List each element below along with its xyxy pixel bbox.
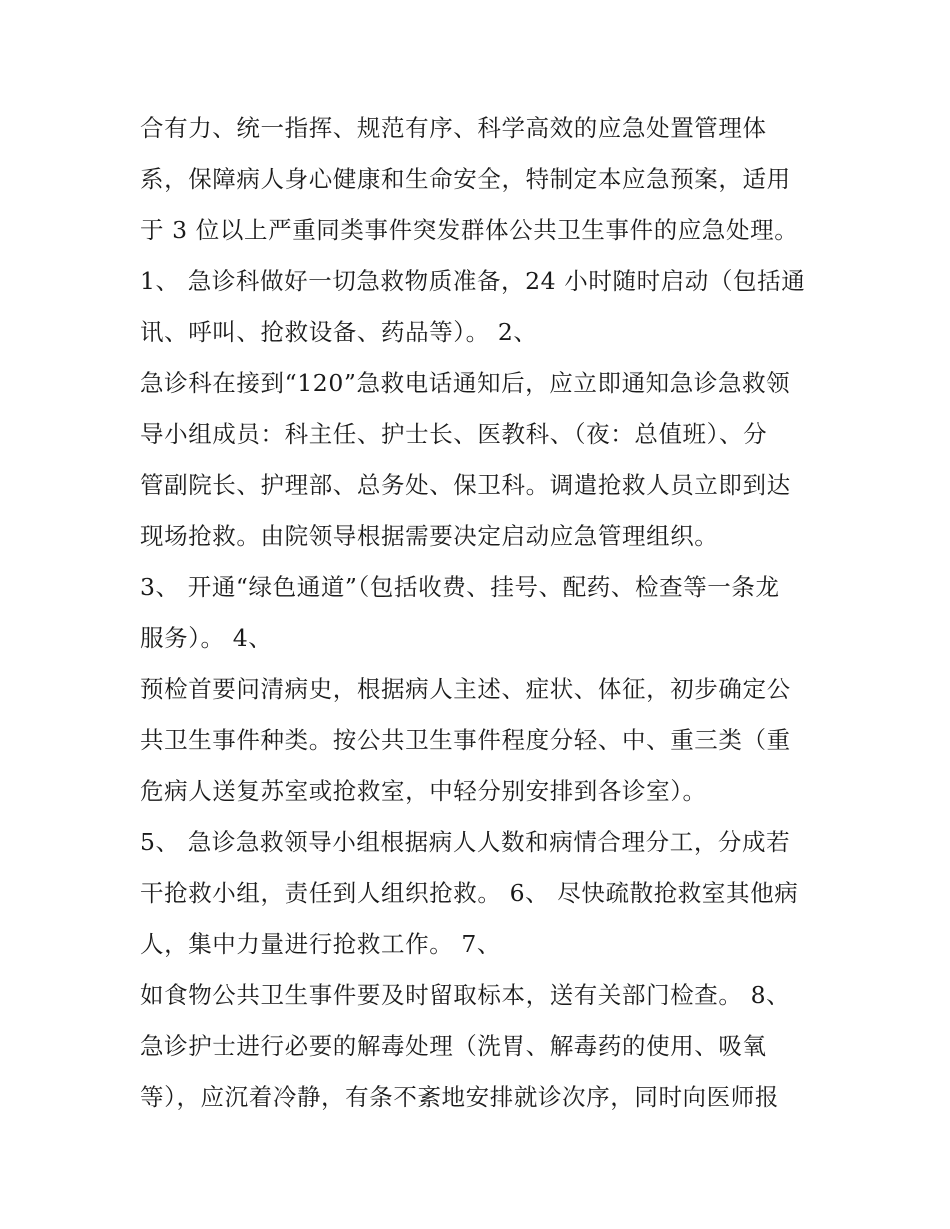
text-line: 急诊护士进行必要的解毒处理（洗胃、解毒药的使用、吸氧: [140, 1032, 767, 1060]
text-line: 于 3 位以上严重同类事件突发群体公共卫生事件的应急处理。: [140, 216, 799, 244]
text-line: 现场抢救。由院领导根据需要决定启动应急管理组织。: [140, 522, 719, 550]
body-text: [140, 103, 820, 1123]
text-line: 讯、呼叫、抢救设备、药品等）。 2、: [140, 318, 538, 346]
text-line: 如食物公共卫生事件要及时留取标本，送有关部门检查。 8、: [140, 981, 791, 1009]
text-line: 系，保障病人身心健康和生命安全，特制定本应急预案，适用: [140, 165, 791, 193]
text-line: 危病人送复苏室或抢救室，中轻分别安排到各诊室）。: [140, 777, 707, 805]
text-line: 人，集中力量进行抢救工作。 7、: [140, 930, 502, 958]
text-line: 合有力、统一指挥、规范有序、科学高效的应急处置管理体: [140, 114, 767, 142]
text-line: 等），应沉着冷静，有条不紊地安排就诊次序，同时向医师报: [140, 1083, 779, 1111]
text-line: 急诊科在接到“120”急救电话通知后，应立即通知急诊急救领: [140, 369, 791, 397]
text-line: 5、 急诊急救领导小组根据病人人数和病情合理分工，分成若: [140, 828, 791, 856]
text-line: 预检首要问清病史，根据病人主述、症状、体征，初步确定公: [140, 675, 791, 703]
text-line: 1、 急诊科做好一切急救物质准备，24 小时随时启动（包括通: [140, 267, 806, 295]
text-line: 导小组成员：科主任、护士长、医教科、（夜：总值班）、分: [140, 420, 768, 448]
text-line: 服务）。 4、: [140, 624, 273, 652]
text-line: 3、 开通“绿色通道”（包括收费、挂号、配药、检查等一条龙: [140, 573, 780, 601]
text-line: 共卫生事件种类。按公共卫生事件程度分轻、中、重三类（重: [140, 726, 791, 754]
text-line: 干抢救小组，责任到人组织抢救。 6、 尽快疏散抢救室其他病: [140, 879, 799, 907]
text-line: 管副院长、护理部、总务处、保卫科。调遣抢救人员立即到达: [140, 471, 791, 499]
